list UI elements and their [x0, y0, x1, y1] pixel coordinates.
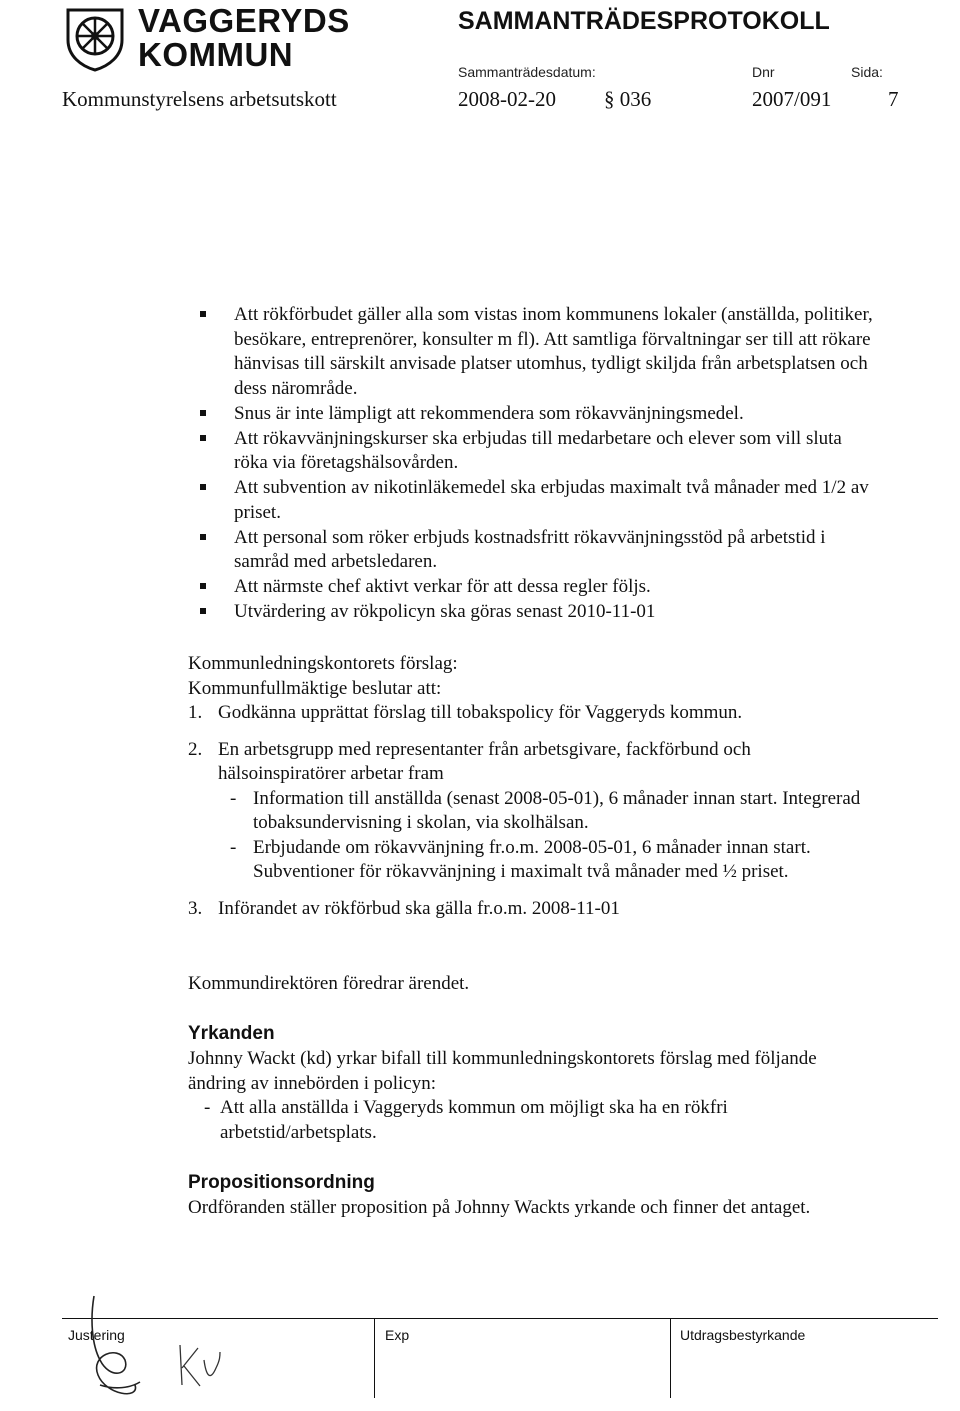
- list-item: Att personal som röker erbjuds kostnadsfritt rökavvänjningsstöd på arbetstid i samråd med arbetsledaren.: [200, 526, 880, 575]
- proposal-item-2: 2. En arbetsgrupp med representanter från arbetsgivare, fackförbund och hälsoinspiratörer arbetar fram: [188, 738, 751, 784]
- proposal-item-1: 1. Godkänna upprättat förslag till tobakspolicy för Vaggeryds kommun.: [188, 702, 743, 723]
- bullet-icon: [200, 608, 206, 614]
- yrkanden-heading: Yrkanden: [188, 1023, 275, 1044]
- document-type: SAMMANTRÄDESPROTOKOLL: [458, 7, 830, 35]
- list-item: Att närmste chef aktivt verkar för att dessa regler följs.: [200, 575, 880, 600]
- label-justering: Justering: [68, 1327, 125, 1343]
- dnr-number: 2007/091: [752, 87, 832, 111]
- bullet-icon: [200, 583, 206, 589]
- paragraph-number: § 036: [604, 87, 652, 111]
- propositionsordning-heading: Propositionsordning: [188, 1172, 375, 1193]
- label-meeting-date: Sammanträdesdatum:: [458, 64, 596, 80]
- page-number: 7: [888, 87, 899, 111]
- org-name-line2: KOMMUN: [138, 36, 294, 73]
- yrkanden-text: Johnny Wackt (kd) yrkar bifall till kommunledningskontorets förslag med följande ändring av innebörden i policyn:: [188, 1048, 817, 1094]
- org-name-line1: VAGGERYDS: [138, 2, 350, 39]
- bullet-icon: [200, 311, 206, 317]
- policy-bullet-list: [200, 303, 880, 625]
- label-utdragsbestyrkande: Utdragsbestyrkande: [680, 1327, 806, 1343]
- footer-column-divider: [670, 1318, 671, 1398]
- yrkanden-amendment: - Att alla anställda i Vaggeryds kommun om möjligt ska ha en rökfri arbetstid/arbetsplats.: [204, 1097, 728, 1143]
- bullet-icon: [200, 435, 206, 441]
- proposal-section: [188, 652, 878, 921]
- list-item: Att rökförbudet gäller alla som vistas inom kommunens lokaler (anställda, politiker, besökare, entreprenörer, konsulter m fl). Att samtliga förvaltningar ser till att rökare hänvisas till särskilt anvisade platser utomhus, tydligt skiljda från arbetsplatsen och dess närområde.: [200, 303, 880, 401]
- propositionsordning-text: Ordföranden ställer proposition på Johnny Wackts yrkande och finner det antaget.: [188, 1197, 811, 1218]
- proposal-heading: Kommunledningskontorets förslag:: [188, 653, 458, 674]
- bullet-icon: [200, 410, 206, 416]
- proposal-decision-line: Kommunfullmäktige beslutar att:: [188, 677, 442, 699]
- yrkanden-section: [188, 1047, 878, 1145]
- proposal-item-2-sub-2: - Erbjudande om rökavvänjning fr.o.m. 2008-05-01, 6 månader innan start. Subventioner för rökavvänjning i maximalt två månader med ½ priset.: [230, 836, 811, 882]
- label-exp: Exp: [385, 1327, 410, 1343]
- label-page: Sida:: [851, 64, 883, 80]
- meeting-date: 2008-02-20: [458, 87, 556, 111]
- list-item: Att subvention av nikotinläkemedel ska erbjudas maximalt två månader med 1/2 av priset.: [200, 476, 880, 525]
- presenter-note: Kommundirektören föredrar ärendet.: [188, 973, 470, 994]
- list-item: Utvärdering av rökpolicyn ska göras senast 2010-11-01: [200, 600, 880, 625]
- footer-column-divider: [374, 1318, 375, 1398]
- label-dnr: Dnr: [752, 64, 775, 80]
- list-item: Att rökavvänjningskurser ska erbjudas till medarbetare och elever som vill sluta röka via företagshälsovården.: [200, 427, 880, 476]
- proposal-item-3: 3. Införandet av rökförbud ska gälla fr.o.m. 2008-11-01: [188, 897, 620, 919]
- list-item: Snus är inte lämpligt att rekommendera som rökavvänjningsmedel.: [200, 402, 880, 427]
- signature-image: [70, 1290, 290, 1410]
- committee-name: Kommunstyrelsens arbetsutskott: [62, 87, 337, 111]
- coat-of-arms-icon: [62, 6, 128, 72]
- proposal-item-2-sub-1: - Information till anställda (senast 2008-05-01), 6 månader innan start. Integrerad tobaksundervisning i skolan, via skolhälsan.: [230, 787, 861, 833]
- bullet-icon: [200, 484, 206, 490]
- bullet-icon: [200, 534, 206, 540]
